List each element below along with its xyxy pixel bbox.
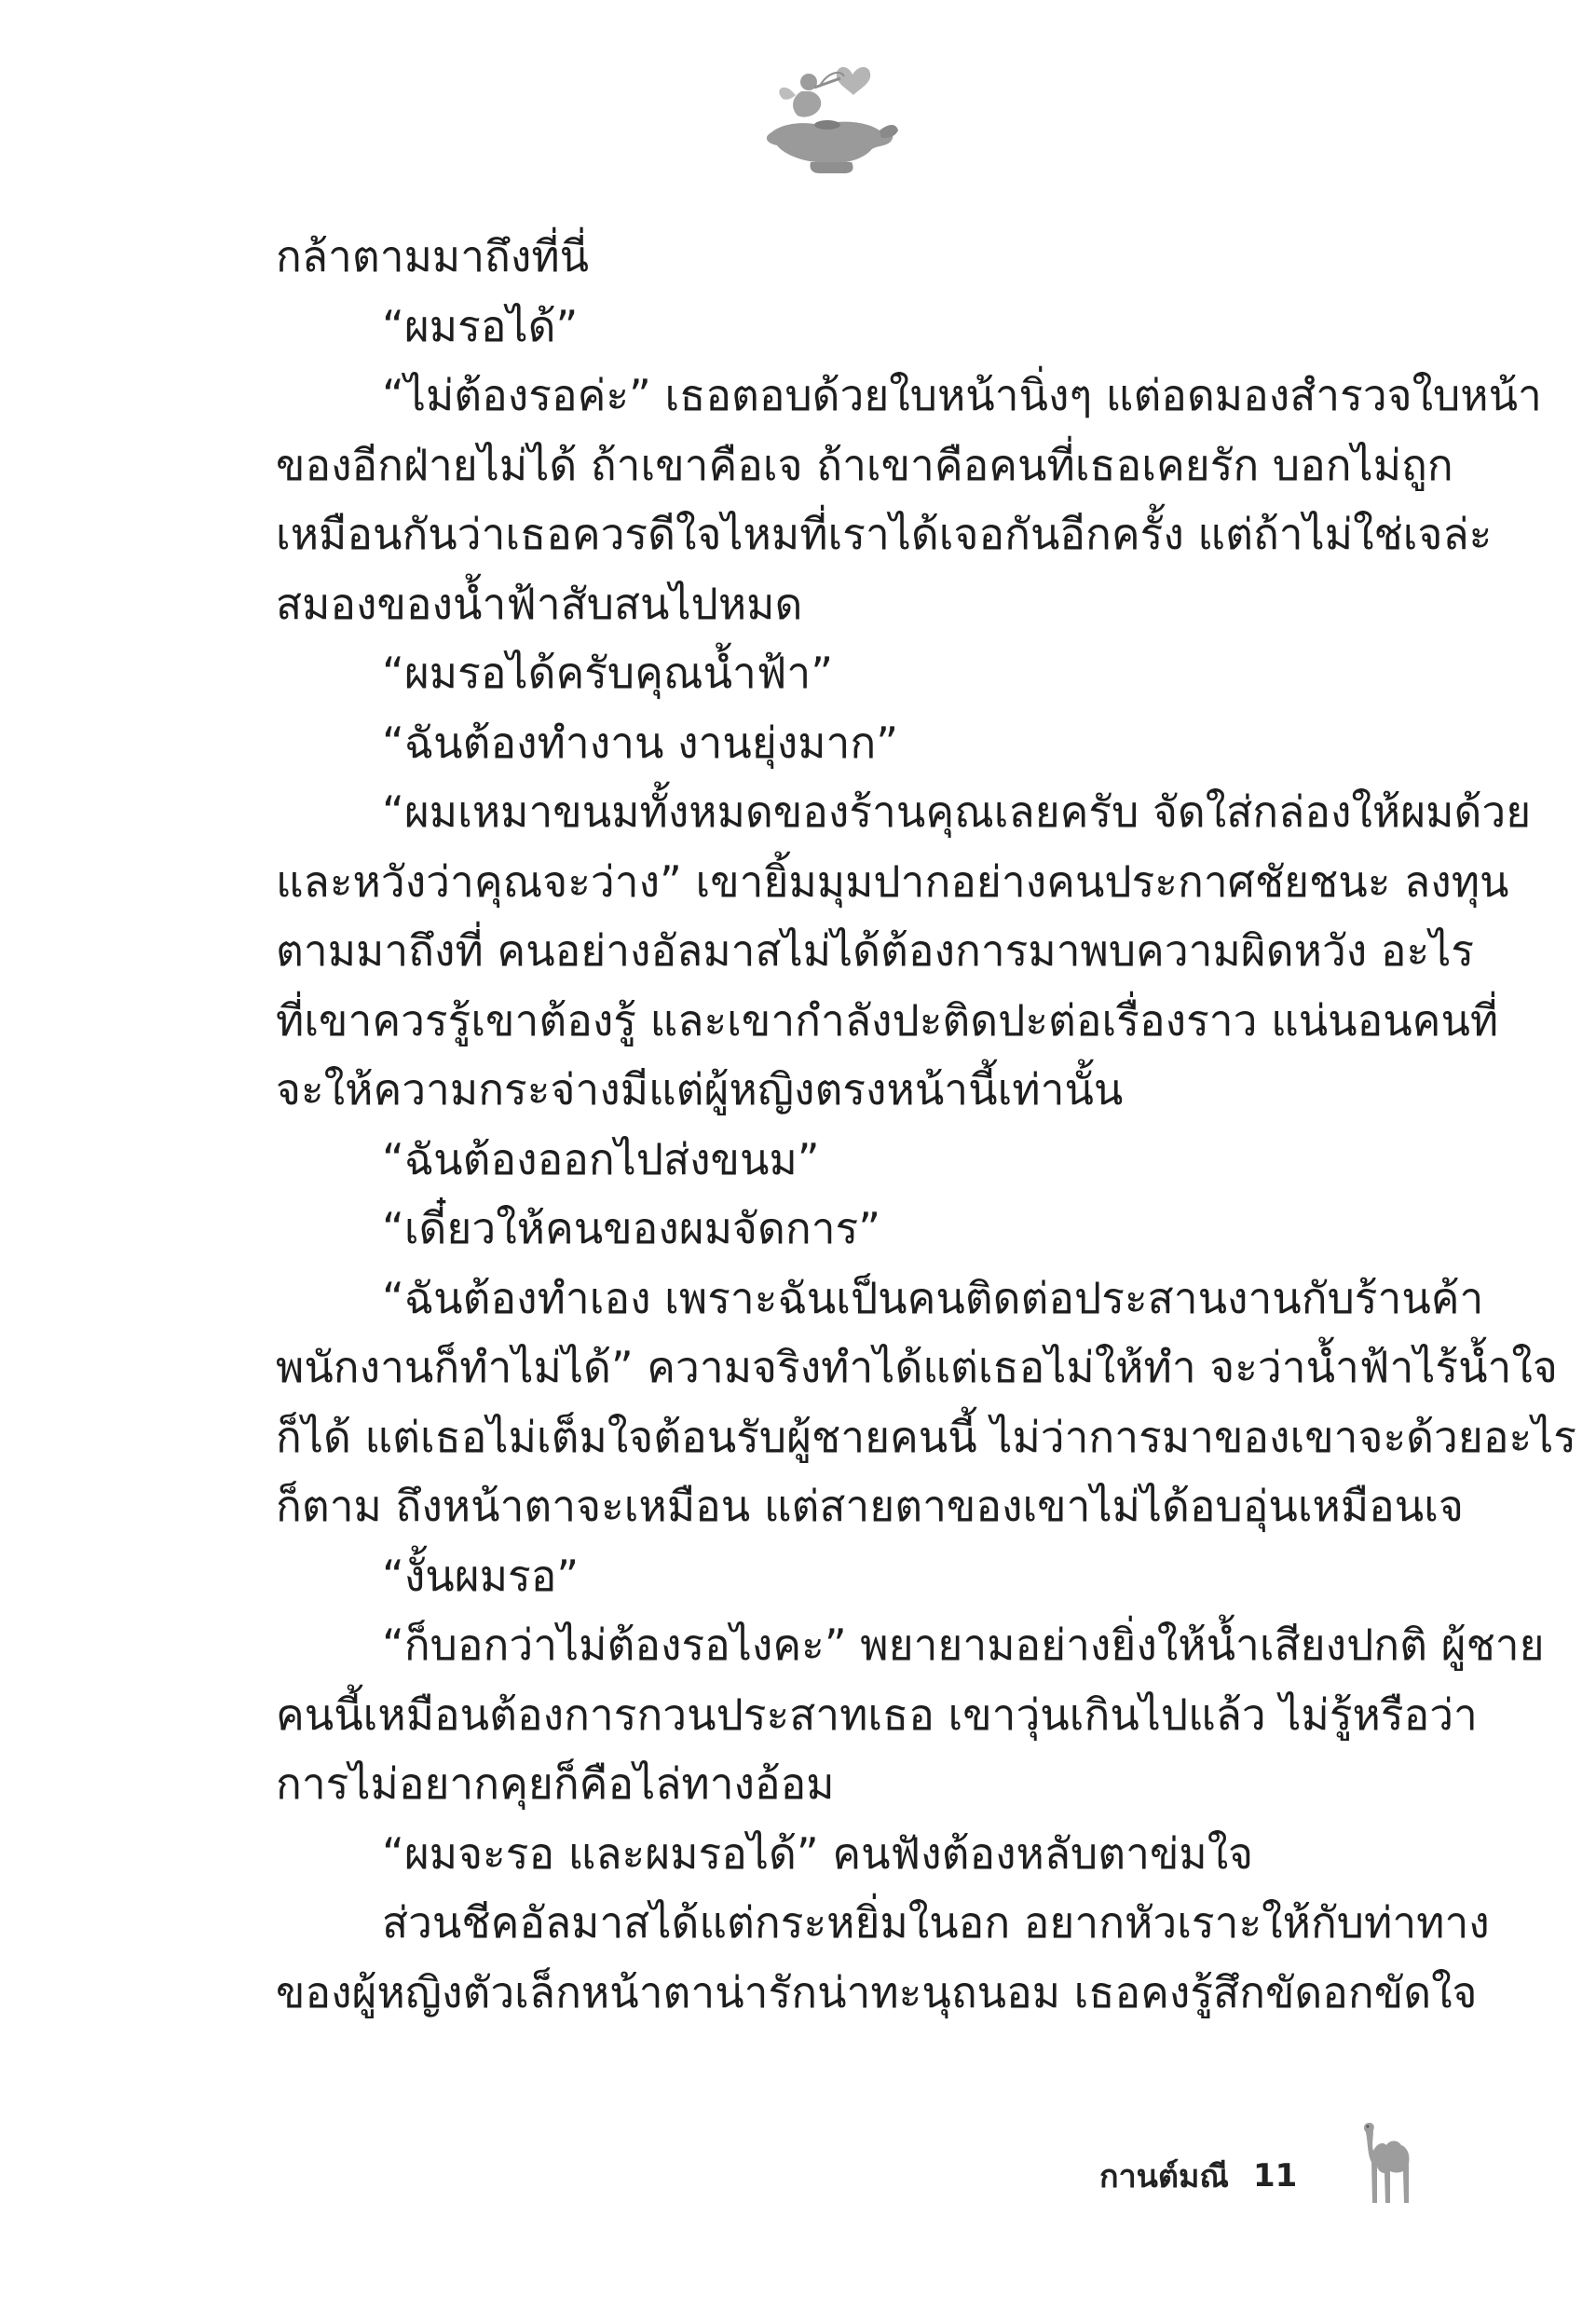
text-line: สมองของน้ำฟ้าสับสนไปหมด [276,578,803,629]
text-line: ที่เขาควรรู้เขาต้องรู้ และเขากำลังปะติดปะต่อเรื่องราว แน่นอนคนที่ [276,994,1499,1046]
text-line: ส่วนชีคอัลมาสได้แต่กระหยิ่มในอก อยากหัวเราะให้กับท่าทาง [382,1897,1490,1948]
text-line: “ผมรอได้” [382,300,579,351]
text-line: “ฉันต้องทำเอง เพราะฉันเป็นคนติดต่อประสานงานกับร้านค้า [382,1272,1484,1323]
text-line: คนนี้เหมือนต้องการกวนประสาทเธอ เขาวุ่นเกินไปแล้ว ไม่รู้หรือว่า [276,1689,1478,1740]
text-line: จะให้ความกระจ่างมีแต่ผู้หญิงตรงหน้านี้เท่านั้น [276,1064,1124,1114]
text-line: “งั้นผมรอ” [382,1550,580,1601]
page-footer [1099,2143,1297,2208]
page-number: 11 [1252,2157,1298,2195]
text-line: “ไม่ต้องรอค่ะ” เธอตอบด้วยใบหน้านิ่งๆ แต่อดมองสำรวจใบหน้า [382,370,1542,420]
text-line: ก็ได้ แต่เธอไม่เต็มใจต้อนรับผู้ชายคนนี้ ไม่ว่าการมาของเขาจะด้วยอะไร [276,1411,1576,1462]
text-line: เหมือนกันว่าเธอควรดีใจไหมที่เราได้เจอกันอีกครั้ง แต่ถ้าไม่ใช่เจล่ะ [276,509,1493,559]
text-line: พนักงานก็ทำไม่ได้” ความจริงทำได้แต่เธอไม่ให้ทำ จะว่าน้ำฟ้าไร้น้ำใจ [276,1342,1558,1392]
text-line: “ฉันต้องทำงาน งานยุ่งมาก” [382,717,899,768]
text-line: ของผู้หญิงตัวเล็กหน้าตาน่ารักน่าทะนุถนอม เธอคงรู้สึกขัดอกขัดใจ [276,1966,1478,2017]
text-line: “เดี๋ยวให้คนของผมจัดการ” [382,1203,881,1253]
text-line: กล้าตามมาถึงที่นี่ [276,231,590,281]
text-line: “ฉันต้องออกไปส่งขนม” [382,1133,820,1184]
text-line: ของอีกฝ่ายไม่ได้ ถ้าเขาคือเจ ถ้าเขาคือคนที่เธอเคยรัก บอกไม่ถูก [276,439,1453,490]
body-text [276,222,1576,2027]
text-line: ตามมาถึงที่ คนอย่างอัลมาสไม่ได้ต้องการมาพบความผิดหวัง อะไร [276,925,1475,976]
text-line: การไม่อยากคุยก็คือไล่ทางอ้อม [276,1758,835,1809]
text-line: “ผมรอได้ครับคุณน้ำฟ้า” [382,648,834,698]
text-line: “ก็บอกว่าไม่ต้องรอไงคะ” พยายามอย่างยิ่งให้น้ำเสียงปกติ ผู้ชาย [382,1620,1545,1670]
text-line: และหวังว่าคุณจะว่าง” เขายิ้มมุมปากอย่างคนประกาศชัยชนะ ลงทุน [276,855,1509,907]
cupid-teapot-icon [755,54,904,175]
author-name: กานต์มณี [1099,2158,1229,2195]
text-line: ก็ตาม ถึงหน้าตาจะเหมือน แต่สายตาของเขาไม่ได้อบอุ่นเหมือนเจ [276,1481,1464,1531]
text-line: “ผมจะรอ และผมรอได้” คนฟังต้องหลับตาข่มใจ [382,1827,1254,1879]
camel-icon [1353,2113,1418,2207]
text-line: “ผมเหมาขนมทั้งหมดของร้านคุณเลยครับ จัดใส่กล่องให้ผมด้วย [382,786,1532,837]
